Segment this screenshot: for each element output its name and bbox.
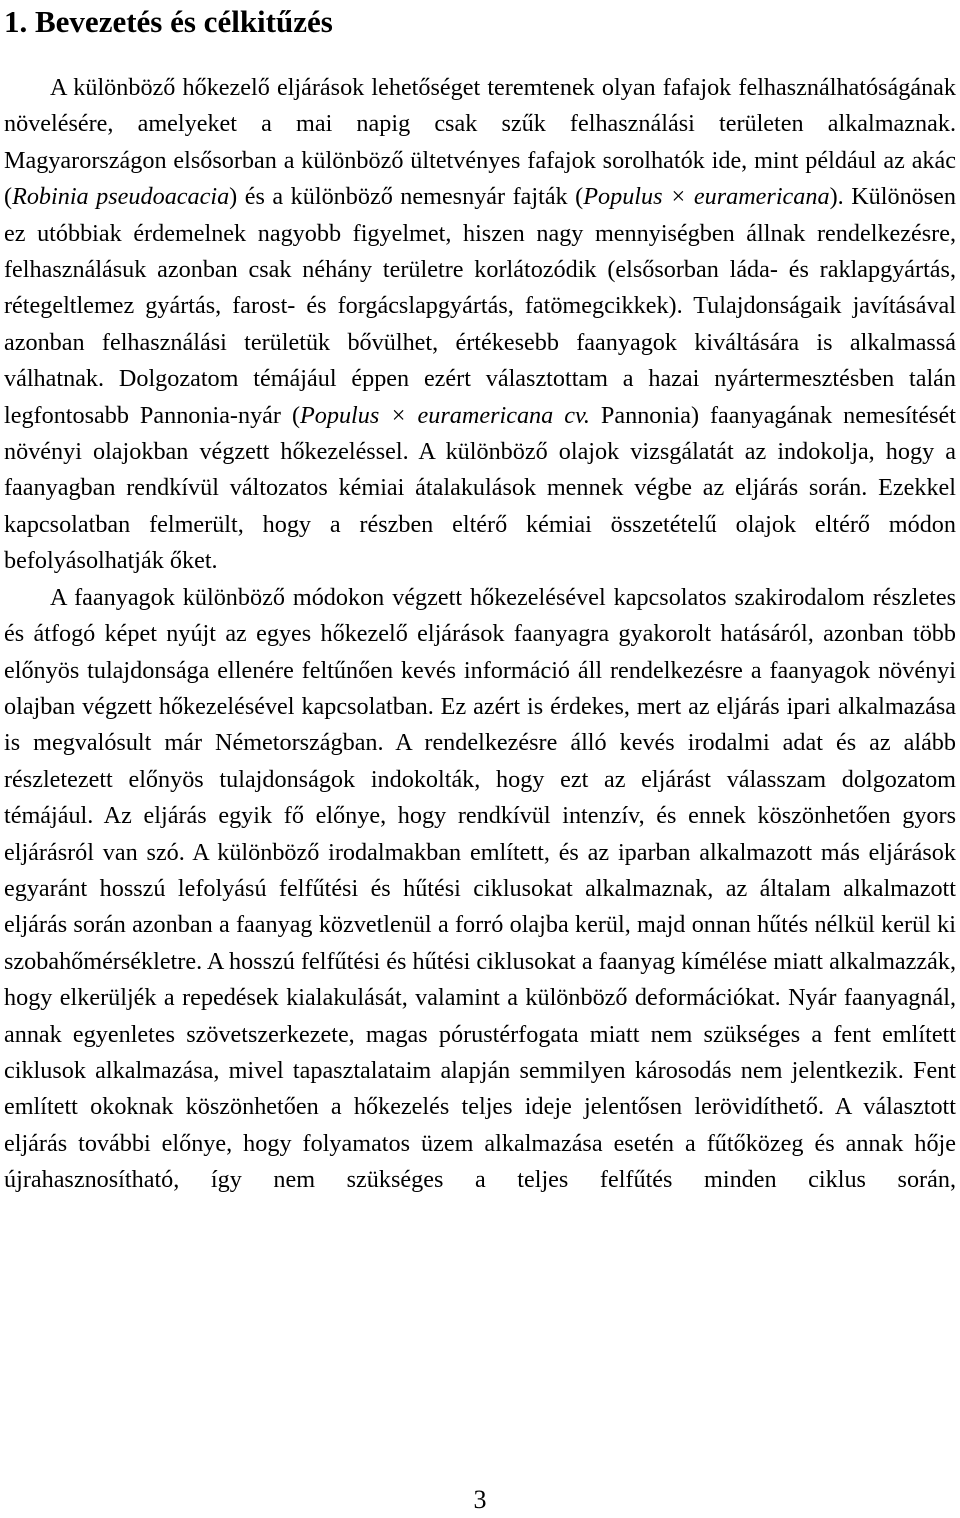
- species-populus-cultivar: Populus × euramericana cv.: [300, 401, 590, 429]
- section-heading: 1. Bevezetés és célkitűzés: [4, 4, 333, 39]
- paragraph-1-text-a: A különböző hőkezelő eljárások lehetőséget teremtenek olyan fafajok felhasználhatóságának növelésére, amelyeket a mai napig csak szűk felhasználási területen alkalmaznak. Magyarországon elsősorban a különböző ültetvényes fafajok sorolhatók ide, mint például az akác (: [4, 74, 956, 211]
- paragraph-1-text-c: ). Különösen ez utóbbiak érdemelnek nagyobb figyelmet, hiszen nagy mennyiségben állnak rendelkezésre, felhasználásuk azonban csak néhány területre korlátozódik (elsősorban láda- és raklapgyártás, rétegeltlemez gyártás, farost- és forgácslapgyártás, fatömegcikkek). Tulajdonságaik javításával azonban felhasználási területük bővülhet, értékesebb faanyagok kiváltására is alkalmassá válhatnak. Dolgozatom témájául éppen ezért választottam a hazai nyártermesztésben talán legfontosabb Pannonia-nyár (: [4, 183, 957, 429]
- species-robinia: Robinia pseudoacacia: [12, 183, 230, 211]
- paragraph-2: A faanyagok különböző módokon végzett hőkezelésével kapcsolatos szakirodalom részletes és átfogó képet nyújt az egyes hőkezelő eljárások faanyagra gyakorolt hatásáról, azonban több előnyös tulajdonsága ellenére feltűnően kevés információ áll rendelkezésre a faanyagok növényi olajban végzett hőkezelésével kapcsolatban. Ez azért is érdekes, mert az eljárás ipari alkalmazása is megvalósult már Németországban. A rendelkezésre álló kevés irodalmi adat és az alább részletezett előnyös tulajdonságok indokolták, hogy ezt az eljárást válasszam dolgozatom témájául. Az eljárás egyik fő előnye, hogy rendkívül intenzív, és ennek köszönhetően gyors eljárásról van szó. A különböző irodalmakban említett, és az iparban alkalmazott más eljárások egyaránt hosszú lefolyású felfűtési és hűtési ciklusokat alkalmaznak, az általam alkalmazott eljárás során azonban a faanyag közvetlenül a forró olajba kerül, majd onnan hűtés nélkül kerül ki szobahőmérsékletre. A hosszú felfűtési és hűtési ciklusokat a faanyag kímélése miatt alkalmazzák, hogy elkerüljék a repedések kialakulását, valamint a különböző deformációkat. Nyár faanyagnál, annak egyenletes szövetszerkezete, magas pórustérfogata miatt nem szükséges a fent említett ciklusok alkalmazása, mivel tapasztalataim alapján semmilyen károsodás nem jelentkezik. Fent említett okoknak köszönhetően a hőkezelés teljes ideje jelentősen lerövidíthető. A választott eljárás további előnye, hogy folyamatos üzem alkalmazása esetén a fűtőközeg és annak hője újrahasznosítható, így nem szükséges a teljes felfűtés minden ciklus során,: [4, 583, 956, 1194]
- document-page: [4, 0, 956, 1235]
- species-populus: Populus × euramericana: [583, 183, 830, 211]
- paragraph-1-text-d: Pannonia) faanyagának nemesítését növényi olajokban végzett hőkezeléssel. A különböző olajok vizsgálatát az indokolja, hogy a faanyagban rendkívül változatos kémiai átalakulások mennek végbe az eljárás során. Ezekkel kapcsolatban felmerült, hogy a részben eltérő kémiai összetételű olajok eltérő módon befolyásolhatják őket.: [4, 401, 956, 575]
- page-number: 3: [473, 1485, 487, 1514]
- paragraph-1: [4, 70, 956, 580]
- paragraph-1-text-b: ) és a különböző nemesnyár fajták (: [229, 183, 584, 211]
